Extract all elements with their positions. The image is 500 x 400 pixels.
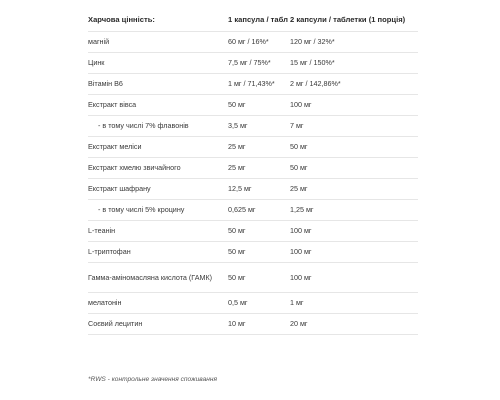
nutrient-name (88, 116, 228, 137)
amount-one-capsule: 12,5 мг (228, 179, 290, 200)
amount-two-capsules: 1,25 мг (290, 200, 418, 221)
table-row (88, 200, 418, 221)
nutrition-panel (88, 0, 418, 335)
amount-two-capsules: 1 мг (290, 293, 418, 314)
rws-footnote: *RWS - контрольне значення споживання (88, 376, 218, 383)
table-row (88, 137, 418, 158)
header-two-capsules: 2 капсули / таблетки (1 порція) (290, 15, 406, 24)
nutrient-name: магній (88, 32, 228, 53)
amount-two-capsules: 50 мг (290, 137, 418, 158)
amount-two-capsules: 100 мг (290, 95, 418, 116)
amount-one-capsule: 60 мг / 16%* (228, 32, 290, 53)
header-one-capsule: 1 капсула / табл (228, 15, 288, 24)
header-nutrition-value: Харчова цінність: (88, 15, 155, 24)
nutrient-subitem-label: - в тому числі 7% флавонів (98, 121, 189, 130)
amount-one-capsule: 1 мг / 71,43%* (228, 74, 290, 95)
table-row (88, 263, 418, 293)
table-row (88, 32, 418, 53)
table-row (88, 74, 418, 95)
table-row (88, 179, 418, 200)
nutrient-name: L-теанін (88, 221, 228, 242)
amount-two-capsules: 15 мг / 150%* (290, 53, 418, 74)
amount-one-capsule: 25 мг (228, 137, 290, 158)
nutrient-name: Екстракт меліси (88, 137, 228, 158)
amount-two-capsules: 7 мг (290, 116, 418, 137)
nutrient-name: Екстракт вівса (88, 95, 228, 116)
nutrient-name: Вітамін В6 (88, 74, 228, 95)
amount-two-capsules: 20 мг (290, 314, 418, 335)
amount-one-capsule: 50 мг (228, 242, 290, 263)
amount-one-capsule: 50 мг (228, 263, 290, 293)
amount-one-capsule: 0,5 мг (228, 293, 290, 314)
nutrient-name: L-триптофан (88, 242, 228, 263)
nutrient-name: Гамма-аміномасляна кислота (ГАМК) (88, 263, 228, 293)
table-row (88, 158, 418, 179)
amount-two-capsules: 50 мг (290, 158, 418, 179)
amount-one-capsule: 50 мг (228, 95, 290, 116)
nutrient-name: Екстракт хмелю звичайного (88, 158, 228, 179)
nutrient-name: Цинк (88, 53, 228, 74)
table-row (88, 95, 418, 116)
table-row (88, 314, 418, 335)
table-row (88, 242, 418, 263)
table-row (88, 293, 418, 314)
nutrient-name (88, 200, 228, 221)
nutrient-name: Екстракт шафрану (88, 179, 228, 200)
amount-one-capsule: 0,625 мг (228, 200, 290, 221)
table-row (88, 221, 418, 242)
amount-one-capsule: 10 мг (228, 314, 290, 335)
amount-two-capsules: 100 мг (290, 221, 418, 242)
amount-two-capsules: 100 мг (290, 263, 418, 293)
nutrient-subitem-label: - в тому числі 5% кроцину (98, 205, 185, 214)
nutrient-name: мелатонін (88, 293, 228, 314)
table-row (88, 53, 418, 74)
nutrition-table (88, 0, 418, 335)
amount-two-capsules: 120 мг / 32%* (290, 32, 418, 53)
amount-two-capsules: 25 мг (290, 179, 418, 200)
nutrient-name: Соєвий лецитин (88, 314, 228, 335)
table-header-row (88, 0, 418, 32)
amount-two-capsules: 2 мг / 142,86%* (290, 74, 418, 95)
amount-two-capsules: 100 мг (290, 242, 418, 263)
table-row (88, 116, 418, 137)
amount-one-capsule: 50 мг (228, 221, 290, 242)
amount-one-capsule: 3,5 мг (228, 116, 290, 137)
amount-one-capsule: 25 мг (228, 158, 290, 179)
amount-one-capsule: 7,5 мг / 75%* (228, 53, 290, 74)
